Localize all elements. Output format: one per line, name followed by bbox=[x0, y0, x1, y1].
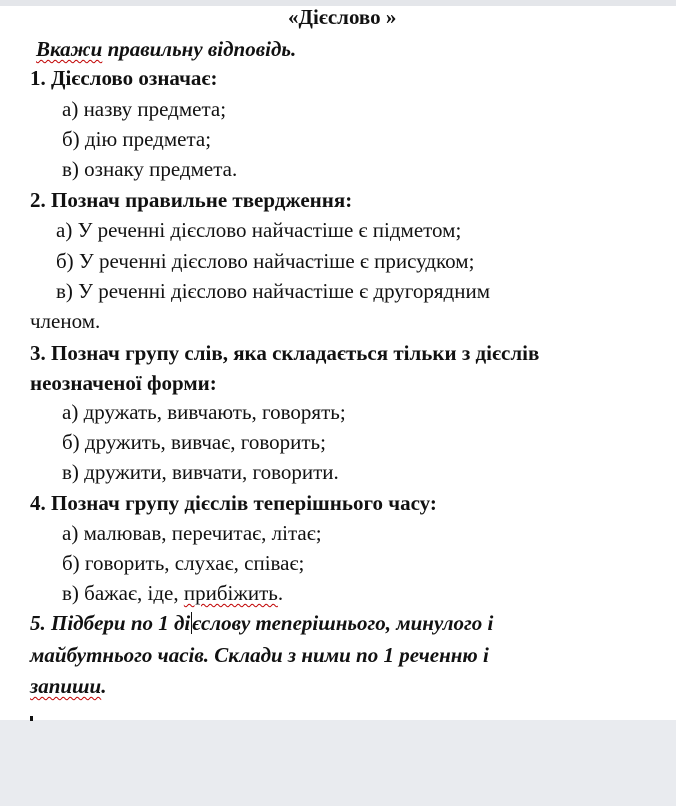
instruction-rest: правильну відповідь. bbox=[102, 37, 297, 61]
question-2: 2. Познач правильне твердження: bbox=[30, 188, 353, 212]
q3-option-a: а) дружать, вивчають, говорять; bbox=[62, 400, 346, 424]
q5-line3-suffix: . bbox=[101, 674, 107, 698]
q5-line1-suffix: теперішнього, минулого і bbox=[250, 611, 494, 635]
q4-option-c-prefix: в) бажає, іде, bbox=[62, 581, 184, 605]
q5-line3-spellcheck-word: запиши bbox=[30, 674, 102, 698]
q4-option-b: б) говорить, слухає, співає; bbox=[62, 551, 305, 575]
question-3-line-1: 3. Познач групу слів, яка складається тільки з дієслів bbox=[30, 341, 540, 365]
q2-option-b: б) У реченні дієслово найчастіше є присудком; bbox=[56, 249, 475, 273]
document-title: «Дієслово » bbox=[288, 5, 397, 29]
q3-option-c: в) дружити, вивчати, говорити. bbox=[62, 460, 339, 484]
question-1: 1. Дієслово означає: bbox=[30, 66, 218, 90]
q2-option-c-continuation: членом. bbox=[30, 309, 101, 333]
document-page bbox=[0, 6, 676, 720]
q1-option-a: а) назву предмета; bbox=[62, 97, 227, 121]
question-4: 4. Познач групу дієслів теперішнього часу: bbox=[30, 491, 437, 515]
q5-line1-prefix: 5. Підбери по 1 ді bbox=[30, 611, 191, 635]
question-3-line-2: неозначеної форми: bbox=[30, 371, 217, 395]
q4-option-c-spellcheck-word: прибіжить bbox=[183, 581, 278, 605]
paragraph-mark bbox=[30, 716, 33, 721]
q4-option-a: а) малював, перечитає, літає; bbox=[62, 521, 322, 545]
q5-line1-word-rest: єслову bbox=[192, 611, 251, 635]
q4-option-c bbox=[62, 580, 283, 606]
q2-option-c: в) У реченні дієслово найчастіше є другорядним bbox=[56, 279, 490, 303]
question-5-line-1 bbox=[30, 610, 493, 636]
q4-option-c-suffix: . bbox=[277, 581, 284, 605]
instruction bbox=[36, 36, 296, 62]
q1-option-c: в) ознаку предмета. bbox=[62, 157, 238, 181]
q1-option-b: б) дію предмета; bbox=[62, 127, 212, 151]
question-5-line-3 bbox=[30, 673, 106, 699]
question-5-line-2: майбутнього часів. Склади з ними по 1 реченню і bbox=[30, 643, 489, 667]
q2-option-a: а) У реченні дієслово найчастіше є підметом; bbox=[56, 218, 462, 242]
instruction-word-spellcheck: Вкажи bbox=[36, 37, 103, 61]
q3-option-b: б) дружить, вивчає, говорить; bbox=[62, 430, 326, 454]
